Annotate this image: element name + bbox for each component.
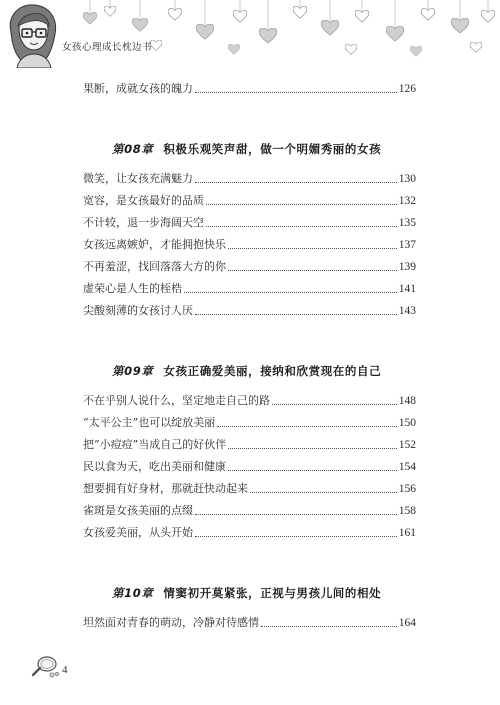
chapter-heading-09[interactable] [112, 363, 442, 381]
leader-dots [228, 269, 397, 271]
toc-entry[interactable] [83, 392, 416, 408]
toc-entry-title: 微笑，让女孩充满魅力 [83, 172, 193, 185]
leader-dots [195, 91, 397, 93]
toc-entry-title: 雀斑是女孩美丽的点缀 [83, 504, 193, 517]
toc-entry-page: 143 [398, 305, 416, 317]
chapter-title: 情窦初开莫紧张，正视与男孩儿间的相处 [163, 586, 382, 600]
page-number: 4 [62, 664, 68, 676]
toc-entry-title: 想要拥有好身材，那就赶快动起来 [83, 482, 248, 495]
toc-entry[interactable] [83, 170, 416, 186]
toc-entry-title: 民以食为天，吃出美丽和健康 [83, 460, 226, 473]
toc-entry-title: “太平公主”也可以绽放美丽 [83, 416, 216, 429]
toc-entry-title: 不在乎别人说什么，坚定地走自己的路 [83, 394, 270, 407]
leader-dots [195, 513, 397, 515]
chapter-number: 第09章 [112, 364, 154, 378]
chapter-heading-08[interactable] [112, 141, 442, 159]
toc-entry[interactable] [83, 80, 416, 96]
leader-dots [206, 225, 397, 227]
toc-entry-page: 154 [398, 461, 416, 473]
toc-entry[interactable] [83, 524, 416, 540]
toc-entry[interactable] [83, 414, 416, 430]
toc-entry-title: 尖酸刻薄的女孩讨人厌 [83, 304, 193, 317]
leader-dots [272, 403, 397, 405]
toc-entry-page: 161 [398, 527, 416, 539]
toc-entry-title: 女孩远离嫉妒，才能拥抱快乐 [83, 238, 226, 251]
girl-avatar-icon [3, 2, 63, 68]
toc-entry[interactable] [83, 236, 416, 252]
toc-entry-page: 156 [398, 483, 416, 495]
toc-entry-title: 宽容，是女孩最好的品质 [83, 194, 204, 207]
toc-entry-title: 把“小痘痘”当成自己的好伙伴 [83, 438, 227, 451]
toc-entry-title: 不计较，退一步海阔天空 [83, 216, 204, 229]
leader-dots [195, 181, 397, 183]
toc-entry[interactable] [83, 192, 416, 208]
toc-entry-page: 132 [398, 195, 416, 207]
toc-entry[interactable] [83, 214, 416, 230]
toc-entry-page: 158 [398, 505, 416, 517]
toc-entry-page: 135 [398, 217, 416, 229]
toc-entry-page: 152 [398, 439, 416, 451]
leader-dots [217, 425, 397, 427]
toc-entry[interactable] [83, 280, 416, 296]
toc-entry-title: 虚荣心是人生的桎梏 [83, 282, 182, 295]
series-title: 女孩心理成长枕边书 [62, 42, 153, 53]
toc-entry-page: 148 [398, 395, 416, 407]
toc-entry-page: 139 [398, 261, 416, 273]
leader-dots [228, 247, 397, 249]
toc-entry-page: 137 [398, 239, 416, 251]
leader-dots [195, 535, 397, 537]
leader-dots [206, 203, 397, 205]
leader-dots [228, 447, 397, 449]
leader-dots [184, 291, 397, 293]
leader-dots [228, 469, 397, 471]
toc-entry[interactable] [83, 302, 416, 318]
toc-entry-page: 141 [398, 283, 416, 295]
toc-entry[interactable] [83, 480, 416, 496]
toc-entry[interactable] [83, 436, 416, 452]
chapter-number: 第08章 [112, 142, 154, 156]
chapter-title: 女孩正确爱美丽，接纳和欣赏现在的自己 [163, 364, 382, 378]
chapter-number: 第10章 [112, 586, 154, 600]
chapter-heading-10[interactable] [112, 585, 442, 603]
page-header [0, 0, 500, 62]
toc-entry-title: 女孩爱美丽，从头开始 [83, 526, 193, 539]
toc-entry[interactable] [83, 458, 416, 474]
toc-entry-page: 164 [398, 617, 416, 629]
toc-entry-page: 130 [398, 173, 416, 185]
hand-mirror-icon [30, 655, 60, 679]
toc-entry-page: 126 [398, 83, 416, 95]
toc-entry[interactable] [83, 258, 416, 274]
toc-entry-title: 果断，成就女孩的魄力 [83, 82, 193, 95]
leader-dots [195, 313, 397, 315]
leader-dots [261, 625, 397, 627]
toc-entry-title: 不再羞涩，找回落落大方的你 [83, 260, 226, 273]
toc-entry[interactable] [83, 614, 416, 630]
chapter-title: 积极乐观笑声甜，做一个明媚秀丽的女孩 [163, 142, 382, 156]
leader-dots [250, 491, 397, 493]
toc-entry-title: 坦然面对青春的萌动，冷静对待感情 [83, 616, 259, 629]
toc-entry[interactable] [83, 502, 416, 518]
toc-entry-page: 150 [398, 417, 416, 429]
